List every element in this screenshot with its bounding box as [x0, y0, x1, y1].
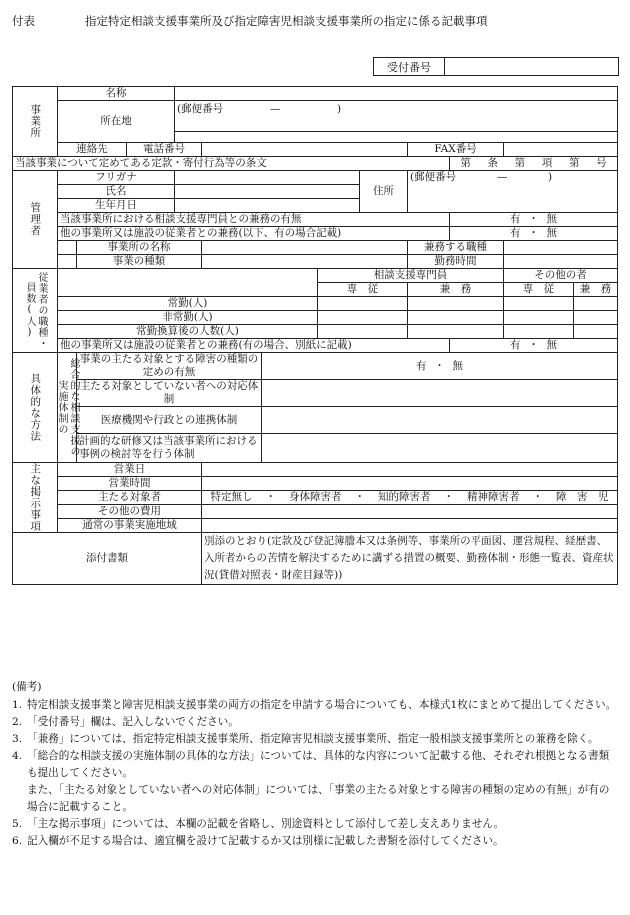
note-number: 5.	[12, 818, 23, 830]
article-kou: 項	[541, 157, 553, 170]
contact-label: 連絡先	[58, 143, 127, 157]
manager-name-label: 氏名	[58, 185, 175, 199]
separator-dot: ・	[443, 491, 455, 504]
business-days-field[interactable]	[202, 463, 618, 477]
staff-section-label: 従業者の職種・員数(人)	[13, 269, 58, 353]
note-number: 3.	[12, 733, 23, 745]
posting-section-label: 主な掲示事項	[13, 463, 58, 533]
no-option[interactable]: 無	[546, 213, 558, 226]
target-intellectual-option[interactable]: 知的障害者	[378, 491, 431, 504]
training-system-field[interactable]	[262, 434, 618, 463]
note-text: 記入欄が不足する場合は、適宜欄を設けて記載するか又は別様に記載した書類を添付してください。	[27, 835, 504, 847]
reception-number-field[interactable]	[445, 58, 619, 76]
separator-dot: ・	[532, 491, 544, 504]
manager-dual-consultant-label: 当該事業所における相談支援専門員との兼務の有無	[58, 213, 450, 227]
main-target-label: 主たる対象者	[58, 491, 202, 505]
postal-dash: —	[269, 103, 281, 115]
postal-close: )	[337, 103, 342, 115]
target-disability-label: 事業の主たる対象とする障害の種類の定めの有無	[77, 353, 262, 380]
business-type-field[interactable]	[202, 255, 408, 269]
separator-dot: ・	[528, 339, 539, 352]
fte-consultant-full[interactable]	[318, 325, 408, 339]
manager-name-field[interactable]	[175, 185, 360, 199]
dual-job-field[interactable]	[504, 241, 618, 255]
note-1	[12, 697, 618, 714]
note-number: 2.	[12, 716, 23, 728]
service-area-label: 通常の事業実施地域	[58, 519, 202, 533]
fte-others-full[interactable]	[504, 325, 574, 339]
target-disability-choice[interactable]	[262, 353, 618, 380]
non-target-support-field[interactable]	[262, 380, 618, 407]
yes-option[interactable]: 有	[510, 339, 521, 352]
no-option[interactable]: 無	[452, 359, 464, 372]
article-dai3: 第	[568, 157, 580, 170]
note-text: 「兼務」については、指定特定相談支援事業所、指定障害児相談支援事業所、指定一般相談支援事業所との兼務を除く。	[27, 733, 599, 745]
note-number: 1.	[12, 699, 23, 711]
others-full-header: 専 従	[504, 283, 574, 297]
phone-label: 電話番号	[127, 143, 202, 157]
fulltime-row-label: 常勤(人)	[58, 297, 318, 311]
note-text: 特定相談支援事業と障害児相談支援事業の両方の指定を申請する場合についても、本様式1枚にまとめて提出してください。	[27, 699, 617, 711]
business-days-label: 営業日	[58, 463, 202, 477]
office-name-field[interactable]	[175, 87, 618, 101]
target-child-option[interactable]: 障 害 児	[556, 491, 609, 504]
article-dai2: 第	[514, 157, 526, 170]
articles-field[interactable]	[450, 157, 618, 171]
parttime-others-full[interactable]	[504, 311, 574, 325]
residence-label: 住所	[360, 171, 408, 213]
note-4	[12, 748, 618, 782]
note-5	[12, 816, 618, 833]
postal-label: (郵便番号	[177, 103, 224, 115]
note-2	[12, 714, 618, 731]
article-jou: 条	[487, 157, 499, 170]
separator-dot: ・	[528, 227, 539, 240]
manager-dual-other-choice[interactable]	[450, 227, 618, 241]
other-fees-field[interactable]	[202, 505, 618, 519]
consultant-header: 相談支援専門員	[318, 269, 504, 283]
target-none-option[interactable]: 特定無し	[210, 491, 253, 504]
article-dai: 第	[460, 157, 471, 170]
manager-postal-dash: —	[496, 171, 508, 183]
manager-postal-label: (郵便番号	[410, 171, 457, 183]
separator-dot: ・	[528, 213, 539, 226]
method-section-label: 具体的な方法	[13, 353, 58, 463]
manager-dual-other-label: 他の事業所又は施設の従業者との兼務(以下、有の場合記載)	[58, 227, 450, 241]
others-header: その他の者	[504, 269, 618, 283]
yes-option[interactable]: 有	[416, 359, 427, 372]
office-address-field[interactable]	[175, 101, 618, 132]
notes-title: (備考)	[12, 681, 42, 693]
target-mental-option[interactable]: 精神障害者	[467, 491, 520, 504]
note-number: 4.	[12, 750, 23, 762]
articles-label: 当該事業について定めてある定款・寄付行為等の条文	[13, 157, 450, 171]
other-office-name-field[interactable]	[202, 241, 408, 255]
application-form	[12, 86, 618, 585]
fte-others-dual[interactable]	[574, 325, 618, 339]
note-number: 6.	[12, 835, 23, 847]
separator-dot: ・	[434, 359, 445, 372]
attachments-text: 別添のとおり(定款及び登記簿謄本又は条例等、事業所の平面図、運営規程、経歴書、入所者からの苦情を解決するために講ずる措置の概要、勤務体制・形態一覧表、資産状況(貸借対照表・財産目録等))	[202, 533, 618, 585]
furigana-label: フリガナ	[58, 171, 175, 185]
reception-number-label: 受付番号	[374, 58, 445, 76]
manager-section-label: 管理者	[13, 171, 58, 269]
work-hours-field[interactable]	[504, 255, 618, 269]
office-address-line2[interactable]	[175, 132, 618, 143]
yes-option[interactable]: 有	[510, 227, 521, 240]
separator-dot: ・	[265, 491, 277, 504]
birthdate-field[interactable]	[175, 199, 360, 213]
fulltime-consultant-full[interactable]	[318, 297, 408, 311]
other-fees-label: その他の費用	[58, 505, 202, 519]
business-type-label: 事業の種類	[77, 255, 202, 269]
main-target-options[interactable]	[202, 491, 618, 505]
consultant-full-header: 専 従	[318, 283, 408, 297]
training-system-label: 計画的な研修又は当該事業所における事例の検討等を行う体制	[77, 434, 262, 463]
appendix-label: 付表	[12, 14, 35, 28]
separator-dot: ・	[354, 491, 366, 504]
medical-coordination-field[interactable]	[262, 407, 618, 434]
office-address-label: 所在地	[58, 101, 175, 143]
parttime-consultant-dual[interactable]	[408, 311, 504, 325]
fulltime-others-dual[interactable]	[574, 297, 618, 311]
fax-field[interactable]	[504, 143, 618, 157]
note-4-sub: また、「主たる対象としていない者への対応体制」については、「事業の主たる対象とする障害の種類の定めの有無」が有の場合に記載すること。	[27, 784, 610, 813]
work-hours-label: 勤務時間	[408, 255, 504, 269]
office-name-label: 名称	[58, 87, 175, 101]
attachments-label: 添付書類	[13, 533, 202, 585]
business-hours-field[interactable]	[202, 477, 618, 491]
reception-number-box	[373, 57, 619, 76]
note-text: 「総合的な相談支援の実施体制の具体的な方法」については、具体的な内容について記載する他、それぞれ根拠となる書類も提出してください。	[27, 750, 610, 779]
manager-dual-consultant-choice[interactable]	[450, 213, 618, 227]
parttime-consultant-full[interactable]	[318, 311, 408, 325]
residence-field[interactable]	[408, 171, 618, 213]
form-title: 指定特定相談支援事業所及び指定障害児相談支援事業所の指定に係る記載事項	[85, 14, 488, 28]
birthdate-label: 生年月日	[58, 199, 175, 213]
fulltime-others-full[interactable]	[504, 297, 574, 311]
staff-dual-other-choice[interactable]	[450, 339, 618, 353]
note-6	[12, 833, 618, 850]
article-gou: 号	[596, 157, 607, 170]
parttime-row-label: 非常勤(人)	[58, 311, 318, 325]
yes-option[interactable]: 有	[510, 213, 521, 226]
furigana-field[interactable]	[175, 171, 360, 185]
other-office-name-label: 事業所の名称	[77, 241, 202, 255]
note-3	[12, 731, 618, 748]
office-section-label: 事業所	[13, 87, 58, 157]
target-physical-option[interactable]: 身体障害者	[289, 491, 342, 504]
consultant-dual-header: 兼 務	[408, 283, 504, 297]
staff-header-blank	[58, 269, 318, 297]
fte-consultant-dual[interactable]	[408, 325, 504, 339]
others-dual-header: 兼 務	[574, 283, 618, 297]
non-target-support-label: 主たる対象としていない者への対応体制	[77, 380, 262, 407]
no-option[interactable]: 無	[546, 339, 558, 352]
service-area-field[interactable]	[202, 519, 618, 533]
note-text: 「受付番号」欄は、記入しないでください。	[27, 716, 239, 728]
no-option[interactable]: 無	[546, 227, 558, 240]
fax-label: FAX番号	[408, 143, 504, 157]
dual-job-label: 兼務する職種	[408, 241, 504, 255]
fte-row-label: 常勤換算後の人数(人)	[58, 325, 318, 339]
staff-dual-other-label: 他の事業所又は施設の従業者との兼務(有の場合、別紙に記載)	[58, 339, 450, 353]
parttime-others-dual[interactable]	[574, 311, 618, 325]
note-text: 「主な掲示事項」については、本欄の記載を省略し、別途資料として添付して差し支えありません。	[27, 818, 505, 830]
manager-postal-close: )	[548, 171, 553, 183]
method-subsection-label: 総合的な相談支援の実施体制の	[58, 353, 77, 463]
fulltime-consultant-dual[interactable]	[408, 297, 504, 311]
phone-field[interactable]	[202, 143, 408, 157]
notes-section	[12, 679, 618, 850]
business-hours-label: 営業時間	[58, 477, 202, 491]
medical-coordination-label: 医療機関や行政との連携体制	[77, 407, 262, 434]
